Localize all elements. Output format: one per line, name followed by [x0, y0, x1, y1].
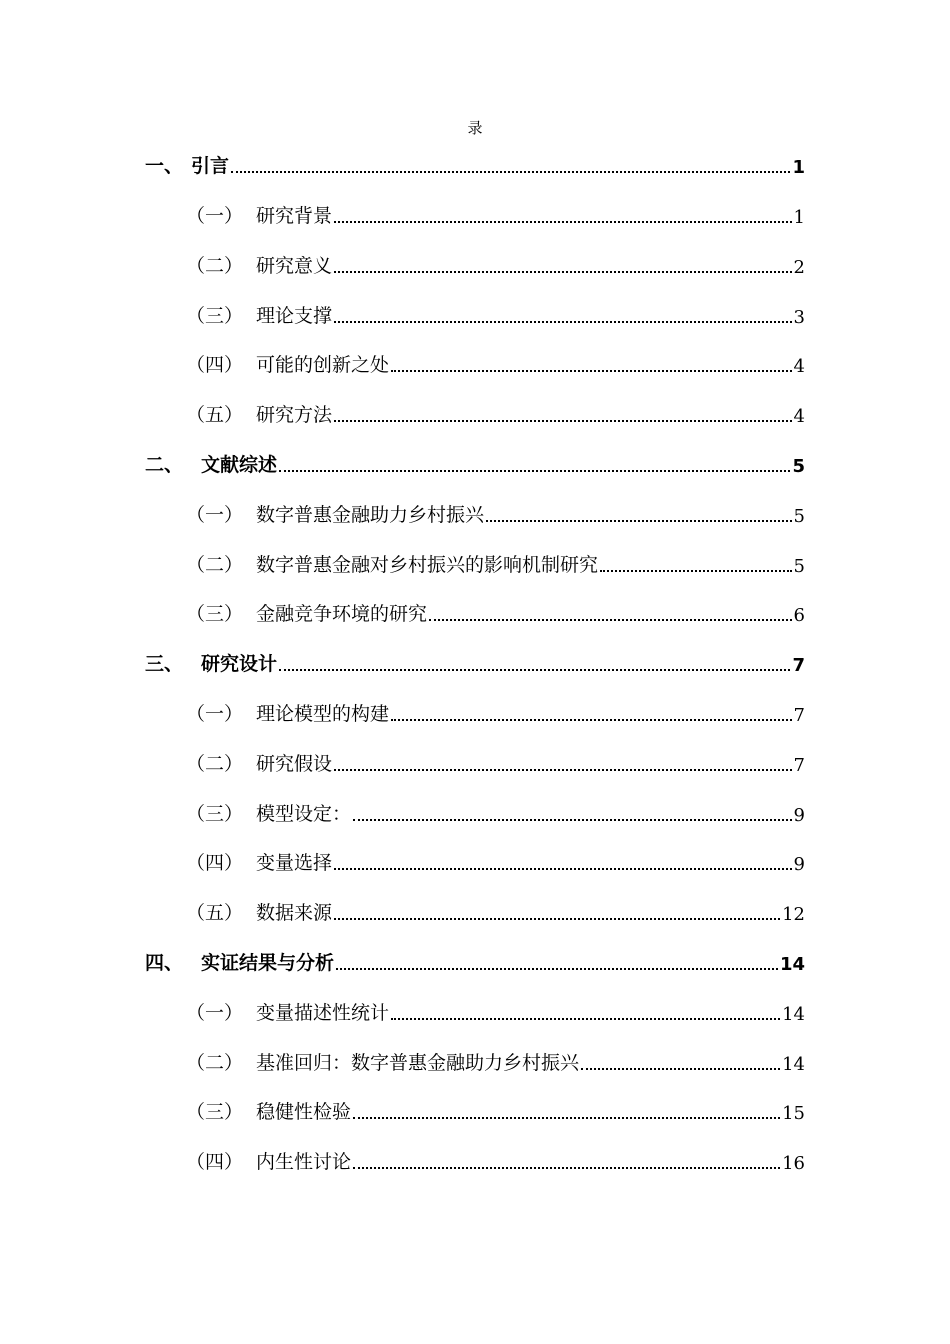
toc-entry-text: 文献综述 [201, 454, 278, 476]
toc-entry-number: （一） [186, 1002, 244, 1024]
dot-leader [486, 500, 792, 522]
toc-entry-number: 三、 [145, 653, 184, 675]
toc-entry-2[interactable] [145, 449, 805, 477]
toc-entry-3-1[interactable] [186, 698, 805, 726]
toc-entry-text: 引言 [191, 155, 230, 177]
toc-entry-page: 1 [792, 157, 805, 178]
toc-entry-3-2[interactable] [186, 748, 805, 776]
toc-entry-page: 6 [793, 605, 805, 626]
toc-entry-page: 4 [793, 406, 805, 427]
toc-entry-3-4[interactable] [186, 847, 805, 875]
toc-entry-1-5[interactable] [186, 399, 805, 427]
toc-entry-2-3[interactable] [186, 598, 805, 626]
toc-entry-text: 实证结果与分析 [201, 952, 335, 974]
dot-leader [581, 1048, 780, 1070]
toc-entry-1-2[interactable] [186, 250, 805, 278]
toc-entry-text: 研究设计 [201, 653, 278, 675]
toc-entry-4-4[interactable] [186, 1146, 805, 1174]
dot-leader [429, 599, 792, 621]
dot-leader [334, 848, 792, 870]
toc-entry-number: （二） [186, 554, 244, 576]
toc-entry-text: 变量描述性统计 [256, 1002, 390, 1024]
toc-entry-text: 可能的创新之处 [256, 354, 390, 376]
toc-entry-page: 15 [782, 1103, 805, 1124]
toc-entry-text: 研究意义 [256, 255, 333, 277]
dot-leader [334, 251, 792, 273]
toc-entry-number: （二） [186, 1052, 244, 1074]
toc-entry-number: 二、 [145, 454, 184, 476]
toc-entry-number: （四） [186, 354, 244, 376]
toc-entry-text: 研究方法 [256, 404, 333, 426]
toc-entry-page: 1 [793, 207, 805, 228]
toc-entry-number: （四） [186, 852, 244, 874]
dot-leader [391, 699, 792, 721]
toc-entry-1-4[interactable] [186, 349, 805, 377]
dot-leader [279, 450, 790, 472]
dot-leader [600, 550, 792, 572]
toc-entry-text: 理论支撑 [256, 305, 333, 327]
toc-entry-page: 7 [792, 655, 805, 676]
toc-entry-page: 4 [793, 356, 805, 377]
toc-entry-page: 16 [782, 1153, 805, 1174]
toc-entry-page: 5 [793, 506, 805, 527]
toc-entry-page: 14 [782, 1004, 805, 1025]
toc-entry-number: （一） [186, 703, 244, 725]
toc-entry-number: （三） [186, 1101, 244, 1123]
toc-entry-1[interactable] [145, 150, 805, 178]
toc-entry-number: （二） [186, 255, 244, 277]
toc-entry-number: （五） [186, 902, 244, 924]
toc-entry-number: 一、 [145, 155, 184, 177]
toc-entry-number: （三） [186, 603, 244, 625]
toc-entry-page: 9 [793, 805, 805, 826]
toc-entry-text: 研究背景 [256, 205, 333, 227]
toc-entry-number: （四） [186, 1151, 244, 1173]
toc-entry-number: （五） [186, 404, 244, 426]
dot-leader [334, 301, 792, 323]
toc-entry-page: 7 [793, 705, 805, 726]
dot-leader [334, 201, 792, 223]
toc-entry-text: 数字普惠金融对乡村振兴的影响机制研究 [256, 554, 599, 576]
toc-entry-3[interactable] [145, 648, 805, 676]
toc-entry-3-5[interactable] [186, 897, 805, 925]
toc-entry-2-1[interactable] [186, 499, 805, 527]
toc-entry-1-1[interactable] [186, 200, 805, 228]
toc-entry-2-2[interactable] [186, 549, 805, 577]
dot-leader [279, 649, 790, 671]
toc-entry-4-1[interactable] [186, 997, 805, 1025]
dot-leader [334, 749, 792, 771]
toc-entry-page: 9 [793, 854, 805, 875]
toc-entry-page: 12 [782, 904, 805, 925]
dot-leader [353, 1147, 780, 1169]
toc-entry-1-3[interactable] [186, 300, 805, 328]
toc-entry-4[interactable] [145, 947, 805, 975]
toc-entry-number: （一） [186, 504, 244, 526]
dot-leader [334, 400, 792, 422]
toc-entry-text: 内生性讨论 [256, 1151, 352, 1173]
toc-entry-text: 理论模型的构建 [256, 703, 390, 725]
toc-title: 录 [467, 119, 483, 137]
toc-entry-page: 5 [792, 456, 805, 477]
dot-leader [334, 898, 780, 920]
toc-entry-4-2[interactable] [186, 1047, 805, 1075]
toc-entry-number: 四、 [145, 952, 184, 974]
toc-entry-page: 14 [779, 954, 805, 975]
toc-entry-page: 7 [793, 755, 805, 776]
dot-leader [391, 998, 780, 1020]
dot-leader [353, 1097, 780, 1119]
toc-entry-3-3[interactable] [186, 798, 805, 826]
toc-entry-text: 稳健性检验 [256, 1101, 352, 1123]
toc-entry-page: 14 [782, 1054, 805, 1075]
toc-entry-4-3[interactable] [186, 1096, 805, 1124]
dot-leader [231, 151, 790, 173]
toc-entry-text: 模型设定： [256, 803, 352, 825]
toc-entry-page: 2 [793, 257, 805, 278]
toc-entry-page: 5 [793, 556, 805, 577]
dot-leader [336, 948, 778, 970]
toc-entry-text: 数字普惠金融助力乡村振兴 [256, 504, 485, 526]
dot-leader [391, 350, 792, 372]
dot-leader [353, 799, 792, 821]
toc-entry-text: 基准回归：数字普惠金融助力乡村振兴 [256, 1052, 580, 1074]
toc-entry-number: （一） [186, 205, 244, 227]
toc-entry-text: 金融竞争环境的研究 [256, 603, 428, 625]
toc-entry-text: 数据来源 [256, 902, 333, 924]
toc-entry-number: （二） [186, 753, 244, 775]
toc-entry-text: 研究假设 [256, 753, 333, 775]
toc-entry-text: 变量选择 [256, 852, 333, 874]
toc-entry-page: 3 [793, 307, 805, 328]
toc-entry-number: （三） [186, 305, 244, 327]
toc-entry-number: （三） [186, 803, 244, 825]
